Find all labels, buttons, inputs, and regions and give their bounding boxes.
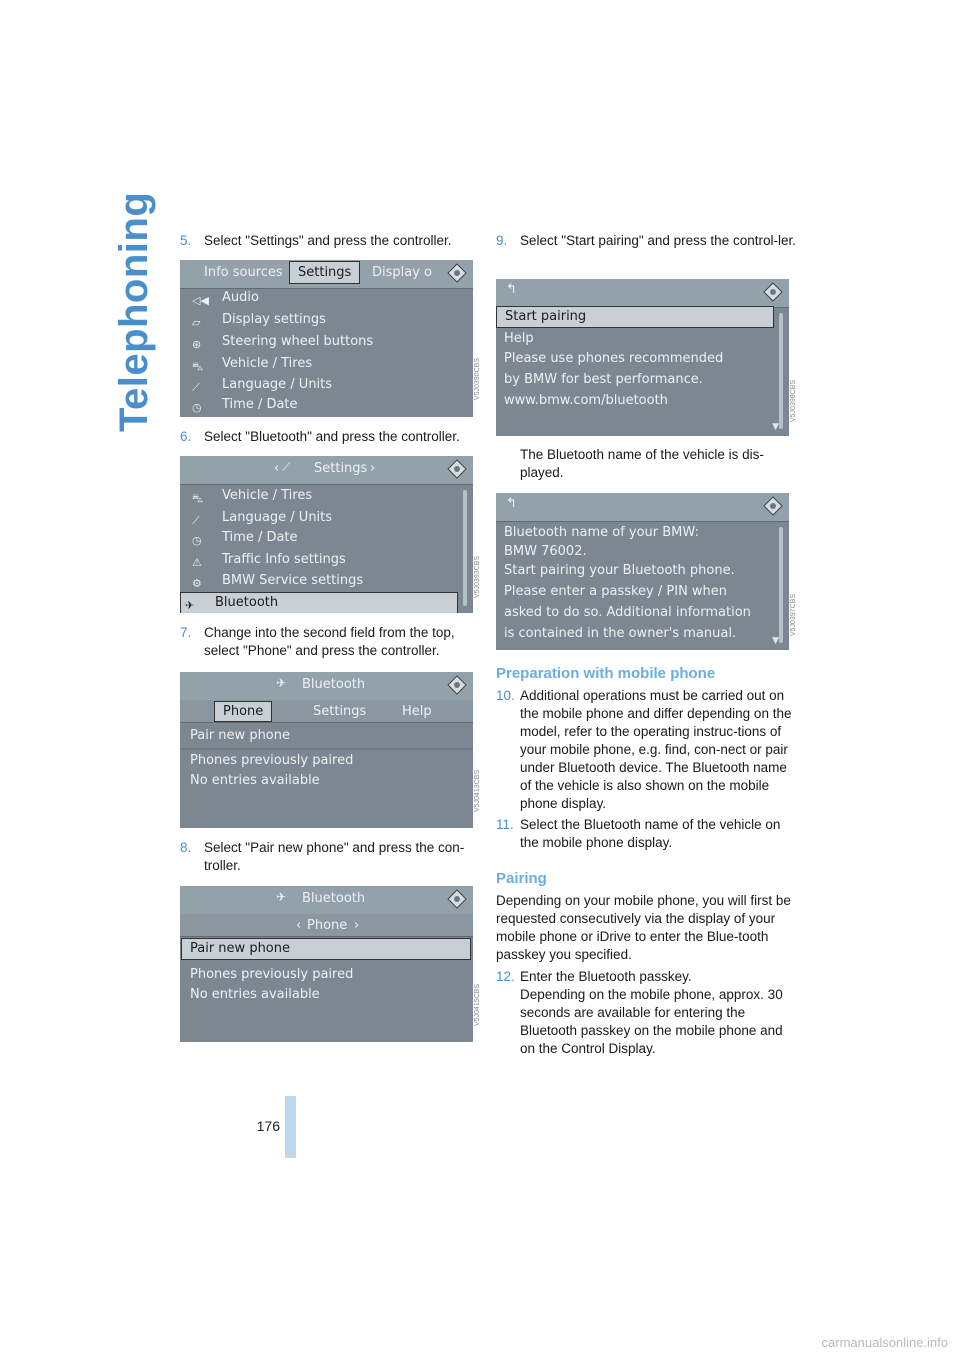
figure-code: V5J0398CBS [790,380,797,423]
page-marker [285,1096,296,1158]
idrive-screen-start-pairing: ↰ Start pairing Help Please use phones recommended by BMW for best performance. www.bmw.com/bluetooth ▼ [496,279,789,436]
scroll-down-icon: ▼ [772,636,779,646]
screen-header [496,279,789,308]
tab-bar [180,260,473,289]
step-text: Select the Bluetooth name of the vehicle on the mobile phone display. [520,817,781,850]
tab-help[interactable]: Help [402,704,432,719]
prev-arrow-icon[interactable]: ‹ [296,918,302,933]
step-number: 9. [496,233,508,248]
tab-settings[interactable]: Settings [290,262,359,283]
tab-settings[interactable]: Settings [313,704,367,719]
step-text: Select "Pair new phone" and press the con-troller. [204,840,465,873]
step-text: Select "Bluetooth" and press the controller. [204,429,460,444]
clock-icon: ◷ [192,401,202,414]
step-number: 7. [180,625,192,640]
car-icon: ⛍ [192,492,204,505]
step-number: 8. [180,840,192,855]
figure-code: V5J0393CBS [474,556,481,599]
step-8 [180,839,480,875]
controller-knob-icon [763,496,783,516]
step-9-note: The Bluetooth name of the vehicle is dis-played. [520,447,764,480]
menu-item-start-pairing[interactable]: Start pairing [497,307,773,327]
idrive-screen-bluetooth-name: ↰ Bluetooth name of your BMW: BMW 76002. Start pairing your Bluetooth phone. Please enter a passkey / PIN when asked to do so. Additional information is contained in the owner's manual. ▼ [496,493,789,650]
step-number: 5. [180,233,192,248]
scrollbar[interactable] [779,527,783,643]
tab-phone[interactable]: Phone [215,702,271,721]
page-number: 176 [256,1118,280,1134]
step-text: Enter the Bluetooth passkey. [520,969,692,984]
divider [180,748,473,750]
screen-header [180,456,473,485]
controller-knob-icon [447,889,467,909]
tab-bar [180,700,473,723]
steering-wheel-icon: ⊛ [192,338,202,351]
controller-knob-icon [447,675,467,695]
bluetooth-icon: ✈ [276,676,287,690]
step-9 [496,232,796,250]
controller-knob-icon [763,282,783,302]
screen-header [180,672,473,701]
step-number: 6. [180,429,192,444]
step-12-note: Depending on the mobile phone, approx. 30 seconds are available for entering the Bluetooth passkey on the mobile phone and on the Control Display. [520,987,783,1056]
step-number: 11. [496,817,514,832]
scrollbar[interactable] [463,490,467,606]
next-arrow-icon: › [370,461,376,476]
step-6 [180,428,480,446]
step-text: Additional operations must be carried out on the mobile phone and differ depending on the model, refer to the operating instruc-tions of your mobile phone, e.g. find, con-nect or pair under Bluetooth device. The Bluetooth name of the vehicle is also shown on the mobile phone display. [520,688,792,811]
screen-title: Bluetooth [302,891,366,906]
heading-pairing: Pairing [496,870,547,887]
language-icon: ⟋ [192,381,200,394]
idrive-screen-bluetooth-tabs: ✈ Bluetooth Phone Settings Help Pair new phone Phones previously paired No entries available [180,672,473,828]
step-number: 12. [496,969,515,984]
menu-item-bluetooth[interactable]: ✈ Bluetooth [181,593,457,613]
next-arrow-icon[interactable]: › [354,918,360,933]
figure-code: V5J0397CBS [790,594,797,637]
step-5 [180,232,480,250]
screen-title: Bluetooth [302,677,366,692]
idrive-screen-settings-menu: Info sources Settings Display o ◁◀ Audio ▱ Display settings ⊛ Steering wheel buttons ⛍ Vehicle / Tires ⟋ Language / Units ◷ Time / Date [180,260,473,417]
screen-header [496,493,789,522]
bluetooth-icon: ✈ [185,599,195,612]
controller-knob-icon [447,459,467,479]
warning-icon: ⚠ [192,556,202,569]
sub-title: Phone [307,918,348,933]
figure-code: V5J0415CBS [474,984,481,1027]
tab-display[interactable]: Display o [372,265,433,280]
heading-preparation: Preparation with mobile phone [496,665,716,682]
language-icon: ⟋ [192,514,200,527]
back-icon[interactable]: ↰ [506,282,517,297]
step-number: 10. [496,688,515,703]
step-12 [496,968,794,986]
tab-info-sources[interactable]: Info sources [204,265,283,280]
step-text: Select "Settings" and press the controller. [204,233,452,248]
controller-knob-icon [447,263,467,283]
step-text: Select "Start pairing" and press the control-ler. [520,233,796,248]
screen-title: Settings [314,461,368,476]
scrollbar[interactable] [779,313,783,429]
step-7 [180,624,480,660]
step-text: Change into the second field from the top, select "Phone" and press the controller. [204,625,455,658]
car-icon: ⛍ [192,360,204,373]
menu-item-pair-new-phone[interactable]: Pair new phone [182,939,470,959]
section-title: Telephoning [112,191,156,432]
prev-arrow-icon: ‹ [274,461,280,476]
idrive-screen-settings-list: ‹ ⟋ Settings › ⛍ Vehicle / Tires ⟋ Language / Units ◷ Time / Date ⚠ Traffic Info settings ⚙ BMW Service settings ✈ Bluetooth [180,456,473,613]
clock-icon: ◷ [192,534,202,547]
figure-code: V5J0413CBS [474,770,481,813]
figure-code: V5J0390CBS [474,358,481,401]
idrive-screen-bluetooth-phone: ✈ Bluetooth ‹ Phone › Pair new phone Phones previously paired No entries available [180,886,473,1042]
sub-header [180,914,473,937]
settings-icon: ⟋ [282,460,291,474]
step-11 [496,816,794,852]
watermark: carmanualsonline.info [821,1335,948,1350]
audio-icon: ◁◀ [192,294,209,307]
pairing-intro: Depending on your mobile phone, you will first be requested consecutively via the display of your mobile phone or iDrive to enter the Blue-tooth passkey you specified. [496,893,791,962]
screen-header [180,886,473,915]
display-icon: ▱ [192,316,201,329]
step-10 [496,687,794,813]
service-icon: ⚙ [192,577,202,590]
scroll-down-icon: ▼ [772,422,779,432]
bluetooth-icon: ✈ [276,890,287,904]
back-icon[interactable]: ↰ [506,496,517,511]
